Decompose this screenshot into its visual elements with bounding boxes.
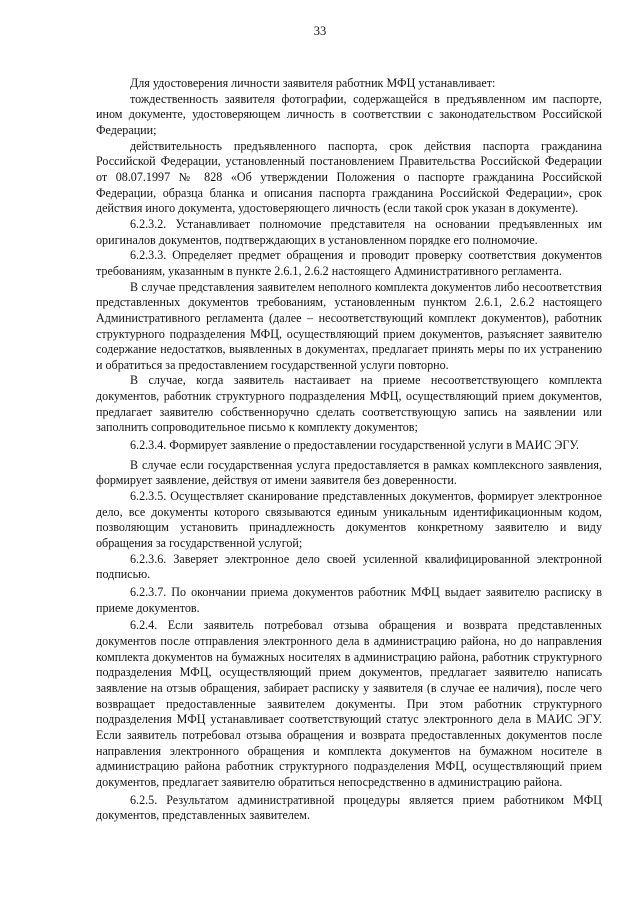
paragraph-6-2-3-7: 6.2.3.7. По окончании приема документов работник МФЦ выдает заявителю расписку в приеме документов. [96,585,602,615]
paragraph-incomplete-documents: В случае представления заявителем неполного комплекта документов либо несоответствия представленных документов требованиям, установленным пунктом 2.6.1, 2.6.2 настоящего Административного регламента (далее – несоответствующий комплект документов), работник структурного подразделения МФЦ, осуществляющий прием документов, разъясняет заявителю содержание недостатков, выявленных в документах, предлагает принять меры по их устранению и обратиться за предоставлением государственной услуги повторно. [96,279,602,372]
paragraph-identity-photo: тождественность заявителя фотографии, содержащейся в предъявленном им паспорте, ином документе, удостоверяющем личность в соответствии с законодательством Российской Федерации; [96,91,602,137]
paragraph-6-2-3-2: 6.2.3.2. Устанавливает полномочие представителя на основании предъявленных им оригиналов документов, подтверждающих в установленном порядке его полномочие. [96,216,602,247]
page-number: 33 [313,24,327,38]
paragraph-6-2-4: 6.2.4. Если заявитель потребовал отзыва обращения и возврата представленных документов после отправления электронного дела в администрацию района, но до направления комплекта документов на бумажных носителях в администрацию района, работник структурного подразделения МФЦ, осуществляющий прием документов, предлагает заявителю написать заявление на отзыв обращения, забирает расписку у заявителя (в случае ее наличия), после чего возвращает предоставленные заявителем документы. При этом работник структурного подразделения МФЦ устанавливает соответствующий статус электронного дела в МАИС ЭГУ. Если заявитель потребовал отзыва обращения и возврата предоставленных документов после направления электронного обращения и комплекта документов на бумажном носителе в администрацию района работник структурного подразделения МФЦ, осуществляющий прием документов, предлагает заявителю обратиться непосредственно в администрацию района. [96,618,602,789]
paragraph-complex-application: В случае если государственная услуга предоставляется в рамках комплексного заявления, формирует заявление, действуя от имени заявителя без доверенности. [96,457,602,488]
document-body [96,76,602,824]
paragraph-6-2-5: 6.2.5. Результатом административной процедуры является прием работником МФЦ документов, представленных заявителем. [96,792,602,823]
paragraph-intro: Для удостоверения личности заявителя работник МФЦ устанавливает: [130,76,496,90]
paragraph-6-2-3-3: 6.2.3.3. Определяет предмет обращения и проводит проверку соответствия документов требованиям, указанным в пункте 2.6.1, 2.6.2 настоящего Административного регламента. [96,248,602,278]
paragraph-6-2-3-6: 6.2.3.6. Заверяет электронное дело своей усиленной квалифицированной электронной подписью. [96,551,602,582]
paragraph-6-2-3-4: 6.2.3.4. Формирует заявление о предоставлении государственной услуги в МАИС ЭГУ. [130,438,580,453]
paragraph-6-2-3-5: 6.2.3.5. Осуществляет сканирование представленных документов, формирует электронное дело, все документы которого связываются единым уникальным идентификационным кодом, позволяющим установить принадлежность документов конкретному заявителю и виду обращения за государственной услугой; [96,489,602,551]
paragraph-passport-validity: действительность предъявленного паспорта, срок действия паспорта гражданина Российской Федерации, установленный постановлением Правительства Российской Федерации от 08.07.1997 № 828 «Об утверждении Положения о паспорте гражданина Российской Федерации, образца бланка и описания паспорта гражданина Российской Федерации», срок действия иного документа, удостоверяющего личность (если такой срок указан в документе). [96,138,602,216]
paragraph-applicant-insists: В случае, когда заявитель настаивает на приеме несоответствующего комплекта документов, работник структурного подразделения МФЦ, осуществляющий прием документов, предлагает заявителю собственноручно сделать соответствующую запись на заявлении или заполнить сопроводительное письмо к комплекту документов; [96,373,602,435]
